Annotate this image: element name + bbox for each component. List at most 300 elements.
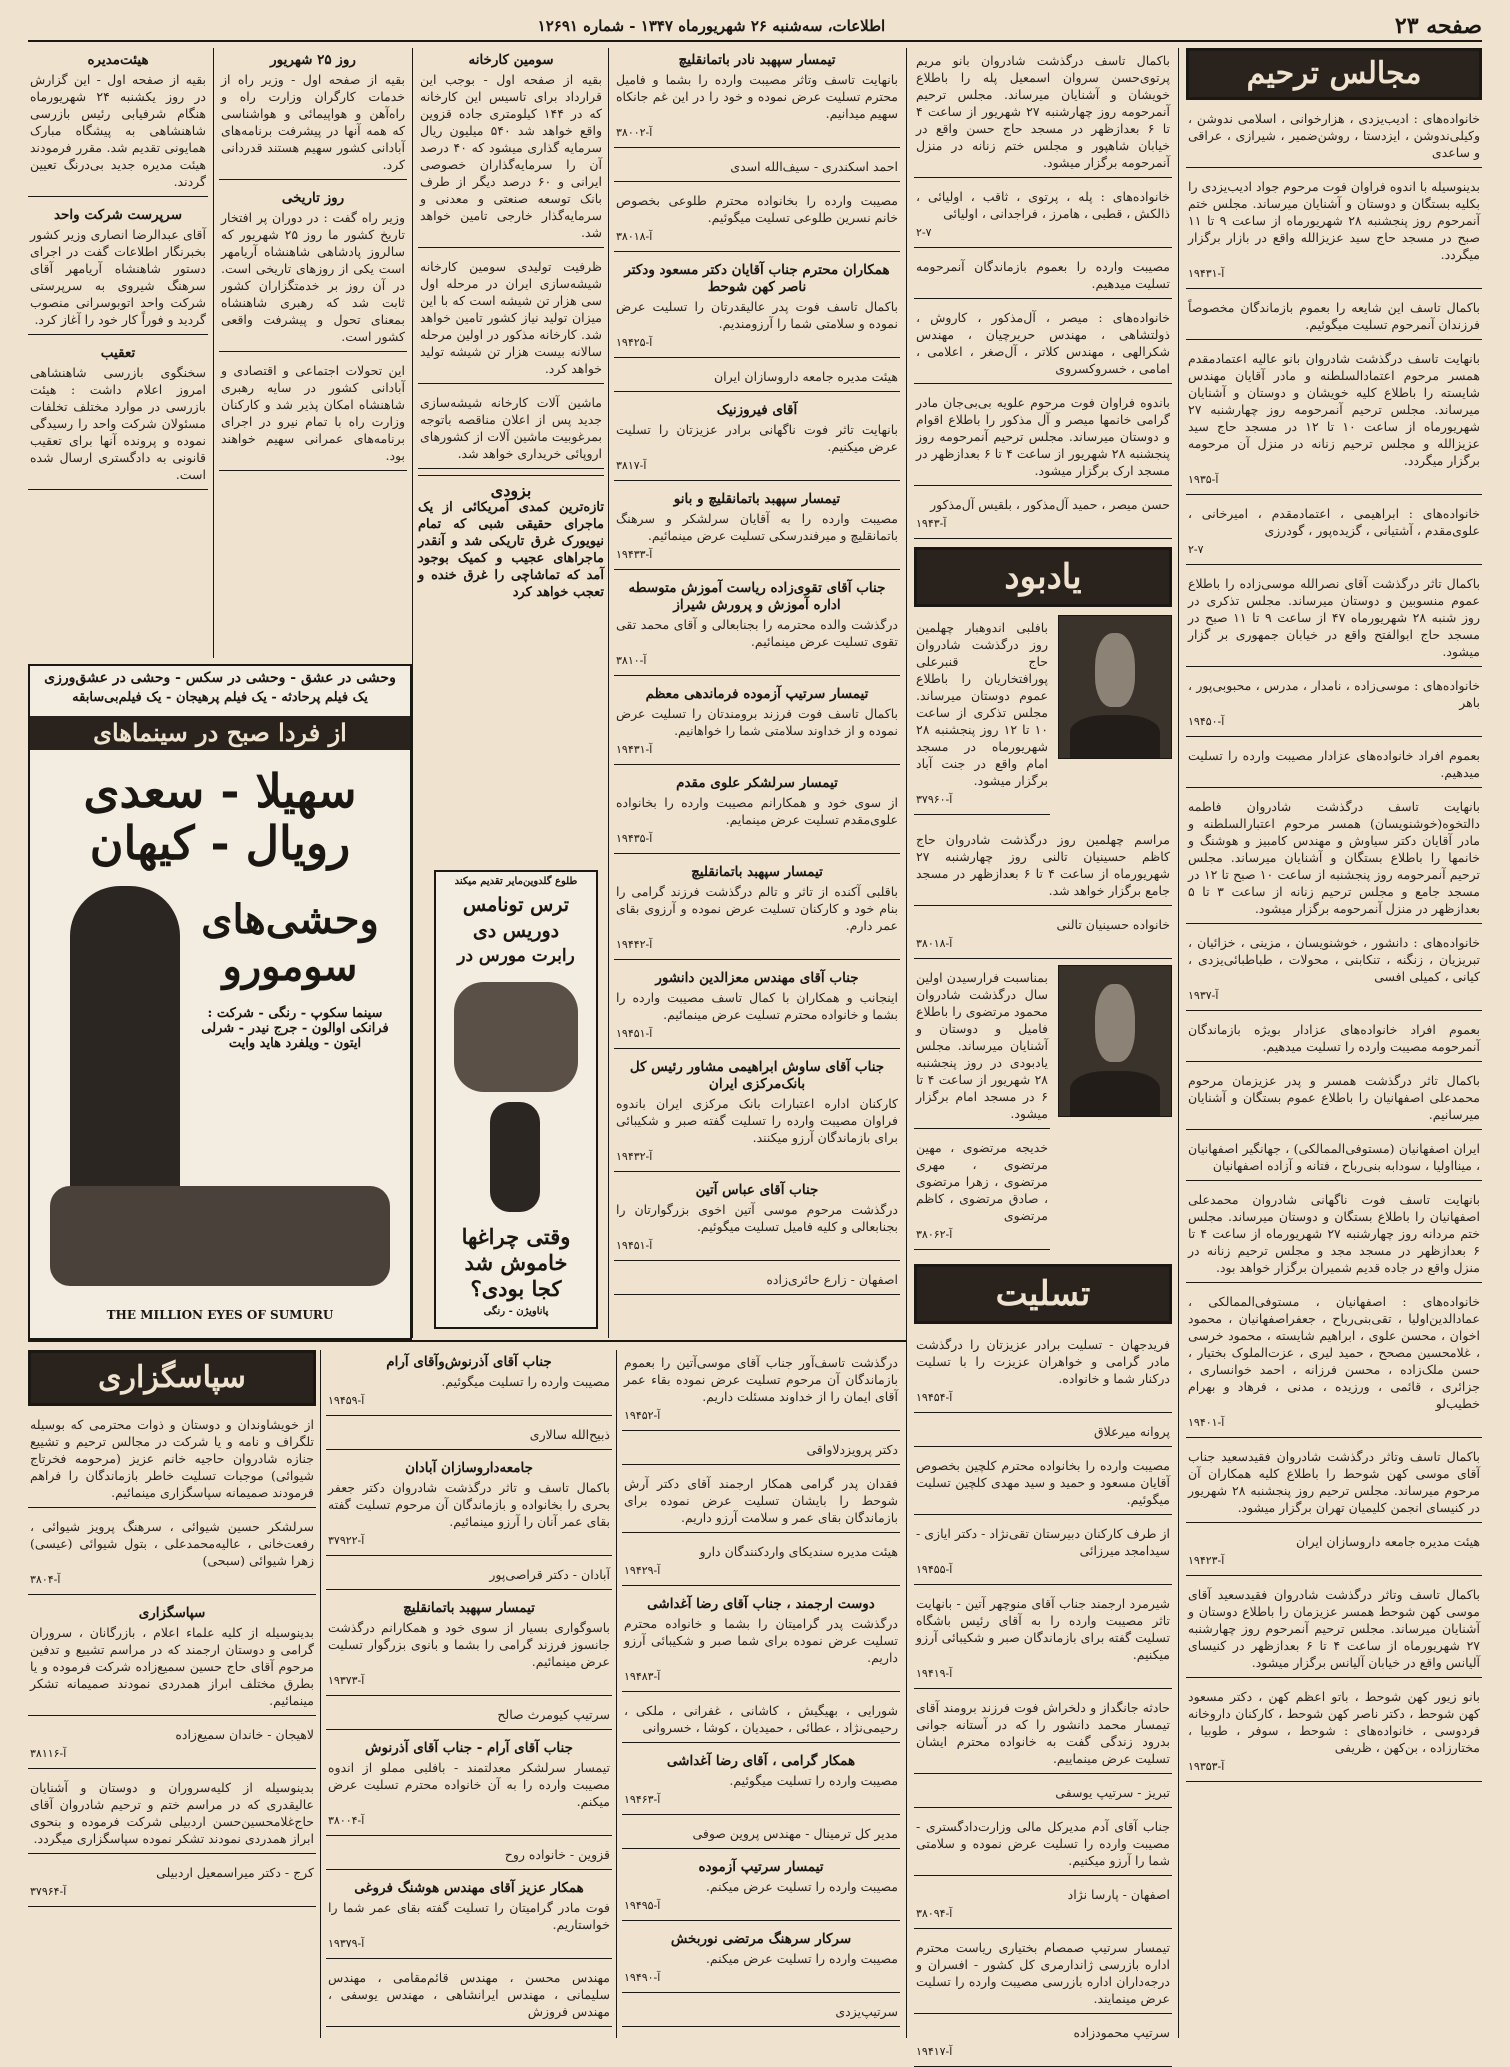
horizontal-rule [28, 1340, 906, 1342]
poster-illustration [490, 1102, 540, 1212]
notice-code: آ-۱۹۴۳۱ [616, 743, 653, 756]
notice-body: باکمال تاسف و تاثر درگذشت شادروان دکتر جعفر بحری را بخانواده و بازماندگان آن مرحوم تسلیت گفته بقای عمر آنان را آرزو مینمائیم. [328, 1480, 610, 1529]
notice-item [914, 1419, 1172, 1447]
notice-item [914, 827, 1172, 906]
notice-code: آ-۱۹۴۴۲ [616, 938, 653, 951]
notice-item [914, 615, 1050, 815]
notice-item [28, 203, 208, 335]
notice-body: مصیبت وارده را بخانواده محترم کلچین بخصوص آقایان مسعود و حمید و سید مهدی کلچین تسلیت میگوئیم. [916, 1458, 1170, 1507]
notice-item [622, 1999, 900, 2027]
notice-body: خانواده‌های : پله ، پرتوی ، ثاقب ، اولیائی ، ذالکش ، قطبی ، هامرز ، فراجدانی ، اولیائی [916, 189, 1170, 221]
notice-code: آ-۱۹۴۳ [916, 517, 947, 530]
notice-item [1186, 794, 1482, 924]
notice-item [1186, 1582, 1482, 1678]
section-banner-yadbood: یادبود [914, 547, 1172, 607]
notice-body: مصیبت وارده را بعموم بازماندگان آنمرحومه تسلیت میدهیم. [916, 259, 1170, 291]
notice-item [622, 1855, 900, 1921]
notice-item [622, 1821, 900, 1849]
notice-item [614, 258, 900, 358]
notices-list [914, 827, 1172, 959]
notice-code: آ-۱۹۴۱۹ [916, 1667, 953, 1680]
notice-body: تیمسار سرتیپ صمصام بختیاری ریاست محترم اداره بازرسی ژاندارمری کل کشور - افسران و درجه‌داران اداره بازرسی مصیبت وارده را تسلیت عرض مینمایند. [916, 1940, 1170, 2006]
notice-title: جناب آقای ساوش ابراهیمی مشاور رئیس کل بانک‌مرکزی ایران [629, 1059, 885, 1092]
notice-body: قزوین - خانواده روح [504, 1847, 610, 1862]
notice-code: آ-۳۸۰۱۸ [616, 230, 653, 243]
comedy-teaser [418, 475, 604, 601]
notice-item [326, 1562, 612, 1590]
notice-body: هیئت مدیره سندیکای واردکنندگان دارو [699, 1544, 898, 1559]
notice-item [418, 48, 604, 248]
article-body [28, 48, 208, 490]
notice-body: باکمال تاسف درگذشت شادروان بانو مریم پرتوی‌حسن سروان اسمعیل پله را باطلاع خویشان و آشنایان میرساند. مجلس ترحیم آنمرحومه روز چهارشنبه ۲۷ شهریور از ساعت ۴ تا ۶ بعدازظهر در مسجد حاج حسن واقع در خیابان شاهپور و مجلس ختم زنانه در منزل آنمرحومه برگزار میشود. [916, 53, 1170, 170]
poster-actor: دوریس دی [472, 920, 560, 942]
notice-item [622, 1437, 900, 1465]
notice-code: آ-۳۷۹۶۰ [916, 793, 953, 806]
poster-theaters: سهیلا - سعدی [83, 764, 357, 818]
notice-body: فقدان پدر گرامی همکار ارجمند آقای دکتر آرش شوحط را بایشان تسلیت عرض نموده برای بازماندگان بقای عمر و سلامت آرزو داریم. [624, 1476, 898, 1525]
notice-item [1186, 501, 1482, 565]
poster-illustration [70, 886, 180, 1216]
notice-body: خانواده‌های : موسی‌زاده ، نامدار ، مدرس ، محبوبی‌پور ، باهر [1188, 678, 1480, 710]
column-sepasgozari [28, 1350, 316, 2038]
notice-body: حادثه جانگداز و دلخراش فوت فرزند برومند آقای تیمسار محمد دانشور را که در آستانه جوانی بدرود زندگی گفت به خانواده محترم ایشان تسلیت عرض مینماییم. [916, 1700, 1170, 1766]
notice-body: ظرفیت تولیدی سومین کارخانه شیشه‌سازی ایران در مرحله اول سی هزار تن شیشه است که با این میزان تولید نیاز کشور تامین خواهد شد. کارخانه مذکور در اولین مرحله سالانه بیست هزار تن شیشه تولید خواهد کرد. [420, 259, 602, 376]
notice-body: آبادان - دکتر قراصی‌پور [489, 1567, 610, 1582]
section-banner-sepasgozari: سپاسگزاری [28, 1350, 316, 1406]
notice-title: همکار گرامی ، آقای رضا آغداشی [666, 1753, 856, 1769]
notice-item [1186, 1444, 1482, 1523]
notice-item [914, 48, 1172, 178]
notice-body: ماشین آلات کارخانه شیشه‌سازی جدید پس از اعلان مناقصه باتوجه بمرغوبیت ماشین آلات از کشورهای اروپائی خریداری خواهد شد. [420, 395, 602, 461]
poster-credit: طلوع گلدوین‌مایر تقدیم میکند [454, 876, 578, 887]
notice-title: روز ۲۵ شهریور [270, 52, 356, 68]
notice-item [1186, 1684, 1482, 1782]
article-body [219, 48, 407, 471]
poster-title: وحشی‌های سومورو [201, 896, 379, 990]
notice-body: تبریز - سرتیپ یوسفی [1055, 1785, 1170, 1800]
notice-item [326, 1876, 612, 1959]
notice-item [1186, 1136, 1482, 1181]
notice-item [326, 1350, 612, 1416]
notice-code: آ-۱۹۴۳۵ [616, 832, 653, 845]
column-majales-tarhim [1186, 48, 1482, 2038]
notice-body: مدیر کل ترمینال - مهندس پروین صوفی [692, 1826, 898, 1841]
notice-body: مصیبت وارده را به آقایان سرلشکر و سرهنگ باتمانقلیچ و میرفندرسکی تسلیت عرض مینمائیم. [616, 511, 898, 543]
notice-item [1186, 930, 1482, 1011]
coming-soon-label: بزودی [490, 481, 532, 500]
notice-body: مراسم چهلمین روز درگذشت شادروان حاج کاظم حسینیان تالنی روز چهارشنبه ۲۷ شهریورماه از ساعت ۴ تا ۶ بعدازظهر در مسجد جامع برگزار خواهد شد. [916, 832, 1171, 898]
notice-code: آ-۳۸۰۰۴ [328, 1814, 365, 1827]
notice-title: دوست ارجمند ، جناب آقای رضا آغداشی [647, 1596, 875, 1612]
article-body [418, 48, 604, 469]
notice-item [1186, 743, 1482, 788]
notice-code: آ-۱۹۴۶۳ [624, 1793, 661, 1806]
notice-title: جامعه‌داروسازان آبادان [405, 1460, 533, 1476]
notice-item [28, 1601, 316, 1716]
notices-list [914, 48, 1172, 539]
poster-actor: ترس تونامس [462, 894, 570, 916]
notice-body: از سوی خود و همکارانم مصیبت وارده را بخانواده علوی‌مقدم تسلیت عرض مینمایم. [616, 795, 898, 827]
poster-cast: سینما سکوپ - رنگی - شرکت : فرانکی اوالون - جرج نیدر - شرلی ایتون - ویلفرد هاید وایت [201, 1006, 389, 1051]
notice-body: خدیجه مرتضوی ، مهین مرتضوی ، مهری مرتضوی ، زهرا مرتضوی ، صادق مرتضوی ، کاظم مرتضوی [916, 1140, 1048, 1223]
notice-code: آ-۱۹۴۲۵ [616, 336, 653, 349]
notice-body: بانهایت تاسف درگذشت شادروان فاطمه دالتخوه(خوشنویسان) همسر مرحوم اعتبارالسلطنه و مادر آقایان دکتر سیاوش و مهندس کامبیز و هوشنگ و خانمها را باطلاع بستگان و آشنایان میرساند. مجلس ترحیم آنمرحومه روز پنجشنبه از ساعت ۱۰ صبح تا ۱۲ در مسجد جامع و مجلس ترحیم زنانه از ساعت ۳ تا ۵ بعدازظهر در منزل آنمرحومه برگزار میشود. [1188, 799, 1480, 916]
notice-item [418, 254, 604, 384]
notice-code: ۲-۷ [1188, 543, 1204, 556]
notice-code: ۲-۷ [916, 226, 932, 239]
notice-body: باکمال تاسف این شایعه را بعموم بازماندگان مخصوصاً فرزندان آنمرحوم تسلیت میگوئیم. [1188, 300, 1480, 332]
column-rule [906, 48, 907, 2038]
notice-item [614, 364, 900, 392]
notice-item [28, 1775, 316, 1854]
notice-item [326, 1965, 612, 2027]
movie-poster-comedy [434, 870, 598, 1329]
notice-title: سرکار سرهنگ مرتضی نوربخش [670, 1931, 852, 1947]
notice-item [914, 912, 1172, 959]
notices-list [614, 48, 900, 1295]
column-rule [1178, 48, 1179, 2038]
notice-item [1186, 1529, 1482, 1576]
notice-body: خانواده‌های : اصفهانیان ، مستوفی‌الممالکی ، عمادالدین‌اولیا ، تقی‌بنی‌رباح ، جعفراصفهانیان ، محمود اخوان ، محسن علوی ، ابراهیم شایسته ، محمود خرسی ، غلامحسین مصحح ، حمید لیری ، عزت‌الملوک بختیار ، حسن ملک‌زاده ، محسن فرزانه ، احمد خوانساری ، جزائری ، قائمی ، ورزیده ، مدنی ، فرهاد و بهرام خطیب‌لو [1188, 1294, 1480, 1411]
notices-list [622, 1350, 900, 2027]
notice-body: شیرمرد ارجمند جناب آقای منوچهر آتین - بانهایت تاثر مصیبت وارده را به آقای رئیس باشگاه تسلیت گفته برای بازماندگان صبر و شکیبائی آرزو میکنیم. [916, 1596, 1170, 1662]
notice-item [914, 965, 1050, 1129]
poster-title: وقتی چراغها [461, 1224, 571, 1249]
notice-body: مصیبت وارده را تسلیت عرض میکنم. [705, 1879, 898, 1894]
notice-code: آ-۱۹۴۵۹ [328, 1394, 365, 1407]
notice-title: جناب آقای عباس آتین [695, 1182, 819, 1198]
notice-code: آ-۳۸۱۰ [616, 654, 647, 667]
notice-title: جناب آقای تقوی‌زاده ریاست آموزش متوسطه اداره آموزش و پرورش شیراز [628, 580, 886, 613]
notice-body: باقلبی آکنده از تاثر و تالم درگذشت فرزند گرامی را بنام خود و کارکنان تسلیت عرض نموده و آرزوی بقای عمر دارم. [616, 884, 898, 933]
notice-code: آ-۱۹۴۵۱ [616, 1239, 653, 1252]
notice-item [914, 254, 1172, 299]
notice-item [914, 305, 1172, 384]
notices-list [1186, 106, 1482, 1782]
poster-tagline: یک فیلم پرحادثه - یک فیلم پرهیجان - یک فیلم‌بی‌سابقه [72, 690, 368, 705]
notice-body: ذبیح‌الله سالاری [529, 1427, 610, 1442]
notice-item [1186, 1068, 1482, 1130]
notice-body: خانواده‌های : دانشور ، خوشنویسان ، مزینی ، خزائیان ، تبریزیان ، زنگنه ، تنکابنی ، محولات ، طباطبائی‌یزدی ، کیانی ، کمیلی افسی [1188, 935, 1480, 984]
column-yadbood-tasliat [914, 48, 1172, 2058]
notice-body: این تحولات اجتماعی و اقتصادی و آبادانی کشور در سایه رهبری شاهنشاه امکان پذیر شد و کارکنان وزارت راه با تمام نیرو در اجرای برنامه‌های عمرانی سهیم خواهند بود. [221, 363, 405, 463]
notice-body: مصیبت وارده را تسلیت میگوئیم. [729, 1773, 898, 1788]
notice-body: باکمال تاسف فوت پدر عالیقدرتان را تسلیت عرض نموده و سلامتی شما را آرزومندیم. [616, 299, 898, 331]
notice-title: سرپرست شرکت واحد [53, 207, 183, 223]
notice-item [326, 1596, 612, 1696]
notice-body: بقیه از صفحه اول - این گزارش در روز یکشنبه ۲۴ شهریورماه هنگام شرفیابی رئیس بازرسی شاهنشاهی به پیشگاه مبارک همایونی تقدیم شد. مقرر فرمودند هیئت مدیره جدید بی‌درنگ تعیین گردند. [30, 72, 206, 189]
notice-body: کرج - دکتر میراسمعیل اردبیلی [156, 1865, 314, 1880]
notice-body: سرتیپ کیومرث صالح [497, 1707, 610, 1722]
notice-code: آ-۳۸۰۴ [30, 1573, 61, 1586]
notice-item [28, 1860, 316, 1907]
page-header [28, 12, 1482, 42]
notice-item [614, 682, 900, 765]
notice-item [614, 188, 900, 252]
notice-title: همکار عزیز آقای مهندس هوشنگ فروغی [354, 1880, 584, 1896]
notice-body: ایران اصفهانیان (مستوفی‌الممالکی) ، جهانگیر اصفهانیان ، مینااولیا ، سودابه بنی‌رباح ، فتانه و آزاده اصفهانیان [1188, 1141, 1480, 1173]
section-banner-majales-tarhim: مجالس ترحیم [1186, 48, 1482, 100]
notice-code: آ-۱۹۴۰۱ [1188, 1416, 1225, 1429]
notice-item [326, 1456, 612, 1556]
yadbood-entry [914, 965, 1172, 1256]
notice-item [1186, 571, 1482, 667]
notice-item [614, 771, 900, 854]
notice-body: سرتیپ‌یزدی [835, 2004, 898, 2019]
notice-item [614, 576, 900, 676]
notice-code: آ-۱۹۴۱۷ [916, 2045, 953, 2058]
notice-body: کارکنان اداره اعتبارات بانک مرکزی ایران باندوه فراوان مصیبت وارده را تسلیت گفته صبر و شکیبائی برای بازماندگان آرزو میکنند. [616, 1096, 898, 1145]
notice-code: آ-۱۹۴۵۴ [916, 1391, 953, 1404]
notice-title: تعقیب [100, 345, 136, 361]
notice-body: اینجانب و همکاران با کمال تاسف مصیبت وارده را بشما و خانواده محترم تسلیت عرض مینمائیم. [616, 990, 898, 1022]
notices-list [28, 1412, 316, 1907]
notice-item [914, 1882, 1172, 1929]
notice-code: آ-۱۹۳۷ [1188, 989, 1219, 1002]
notice-item [1186, 346, 1482, 495]
poster-title: کجا بودی؟ [470, 1276, 562, 1301]
notice-item [219, 186, 407, 352]
column-rule [320, 1350, 321, 2038]
notice-body: بقیه از صفحه اول - بوجب این قرارداد برای تاسیس این کارخانه که در ۱۴۴ کیلومتری جاده قزوین واقع خواهد شد ۵۴۰ میلیون ریال سرمایه گذاری میشود که ۴۰ درصد آن را سرمایه‌گذاران خصوصی ایرانی و ۶۰ درصد دیگر از طرف بانک توسعه صنعتی و معدنی و سرمایه‌گذار خارجی تامین خواهد شد. [420, 72, 602, 240]
notice-title: جناب آقای آرام - جناب آقای آذرنوش [365, 1740, 573, 1756]
poster-illustration [50, 1186, 390, 1286]
notice-body: باکمال تاسف فوت فرزند برومندتان را تسلیت عرض نموده و از خداوند سلامتی شما را خواهانیم. [616, 706, 898, 738]
yadbood-entry [914, 615, 1172, 821]
notice-item [1186, 174, 1482, 289]
notice-item [622, 1471, 900, 1533]
notice-code: آ-۱۹۳۷۳ [328, 1674, 365, 1687]
notice-code: آ-۳۸۱۱۶ [30, 1747, 67, 1760]
notice-item [326, 1842, 612, 1870]
notice-title: تیمسار سرتیپ آزموده [698, 1859, 824, 1875]
notice-item [914, 1521, 1172, 1585]
notice-item [219, 358, 407, 471]
notice-item [1186, 673, 1482, 737]
notice-title: هیئت‌مدیره [87, 52, 149, 68]
notice-code: آ-۳۸۰۶۲ [916, 1228, 953, 1241]
notice-item [622, 1350, 900, 1431]
notice-body: بدینوسیله از کلیه‌سروران و دوستان و آشنایان عالیقدری که در مراسم ختم و ترحیم شادروان آقای حاج‌غلامحسین‌حسن اردبیلی شرکت فرموده و بنحوی ابراز همدردی نمودند تشکر نموده سپاسگزاری میگردد. [30, 1780, 314, 1846]
notice-body: فوت مادر گرامیتان را تسلیت گفته بقای عمر شما را خواستاریم. [328, 1900, 610, 1932]
column-rule [213, 48, 214, 658]
notice-item [219, 48, 407, 180]
notice-code: آ-۱۹۳۵۳ [1188, 1760, 1225, 1773]
notice-item [326, 1736, 612, 1836]
notice-body: باکمال تاثر درگذشت آقای نصرالله موسی‌زاده را باطلاع عموم منسوبین و دوستان میرساند. مجلس تذکری در روز شنبه ۲۸ شهریورماه ۴۷ از ساعت ۹ تا ۱۱ صبح در مسجد حاج ابوالفتح واقع در خیابان جمهوری بر گزار میشود. [1188, 576, 1480, 659]
notice-item [622, 1592, 900, 1692]
notice-body: خانواده‌های : ابراهیمی ، اعتمادمقدم ، امیرخانی ، علوی‌مقدم ، آشتیانی ، گزیده‌پور ، گودرزی [1188, 506, 1480, 538]
notice-body: بمناسبت فرارسیدن اولین سال درگذشت شادروان محمود مرتضوی را باطلاع فامیل و دوستان و آشنایان میرساند. مجلس یادبودی در روز پنجشنبه ۲۸ شهریور از ساعت ۴ تا ۶ در مسجد امام برگزار میشود. [916, 970, 1048, 1121]
notice-body: باسوگواری بسیار از سوی خود و همکارانم درگذشت جانسوز فرزند گرامی را بشما و بانوی بزرگوار تسلیت عرض مینمائیم. [328, 1620, 610, 1669]
notice-code: آ-۳۸۰۰۲ [616, 126, 653, 139]
notice-item [914, 492, 1172, 539]
notice-item [614, 966, 900, 1049]
notice-body: تیمسار سرلشکر معدلتمند - بافلبی مملو از اندوه مصیبت وارده را به آن خانواده محترم تسلیت عرض میکنم. [328, 1760, 610, 1809]
notice-title: سومین کارخانه [468, 52, 554, 68]
notice-item [622, 1698, 900, 1743]
notice-item [914, 1591, 1172, 1689]
poster-actor: رابرت مورس در [457, 946, 575, 966]
notice-code: آ-۱۹۴۳۳ [616, 548, 653, 561]
notice-item [914, 390, 1172, 486]
movie-poster-sumuru [28, 664, 412, 1340]
column-news-board [28, 48, 208, 658]
notice-body: شورایی ، بهیگیش ، کاشانی ، غفرانی ، ملکی ، رحیمی‌نژاد ، عطائی ، حمیدیان ، کوشا ، خسروانی [624, 1703, 898, 1735]
notice-body: باکمال تاسف وتاثر درگذشت شادروان فقیدسعید جناب آقای موسی کهن شوحط را باطلاع کلیه همکاران آن مرحوم میرساند. مجلس ترحیم روز پنجشنبه ۲۸ شهریور در کنیسای انجمن کلیمیان تهران برگزار میشود. [1188, 1449, 1480, 1515]
notice-body: سخنگوی بازرسی شاهنشاهی امروز اعلام داشت : هیئت بازرسی در موارد مختلف تخلفات مسئولان شرکت واحد را رسیدگی نموده و پرونده آنها برای تعقیب قانونی به دادگستری ارسال شده است. [30, 365, 206, 482]
notice-item [622, 1539, 900, 1586]
notice-item [614, 487, 900, 570]
notice-item [622, 1927, 900, 1993]
notice-code: آ-۱۹۴۲۳ [1188, 1554, 1225, 1567]
notice-code: آ-۱۹۳۵ [1188, 473, 1219, 486]
notice-item [326, 1422, 612, 1450]
notice-title: همکاران محترم جناب آقایان دکتر مسعود ودکتر ناصر کهن شوحط [624, 262, 890, 295]
portrait-photo [1058, 965, 1172, 1117]
notice-item [1186, 1289, 1482, 1438]
notice-body: بعموم افراد خانواده‌های عزادار مصیبت وارده را تسلیت میدهیم. [1188, 748, 1480, 780]
notice-body: حسن میصر ، حمید آل‌مذکور ، بلقیس آل‌مذکور [930, 497, 1170, 512]
column-condolences-a [614, 48, 900, 1332]
notice-code: آ-۱۹۴۵۵ [916, 1563, 953, 1576]
notice-body: آقای عبدالرضا انصاری وزیر کشور بخبرنگار اطلاعات گفت در اجرای دستور شاهنشاه آریامهر آقای سرهنگ شیروی به سرپرستی شرکت واحد اتوبوسرانی منصوب گردید و فوراً کار خود را آغاز کرد. [30, 227, 206, 327]
column-condolences-c [622, 1350, 900, 2038]
notice-body: درگذشت تاسف‌آور جناب آقای موسی‌آتین را بعموم بازماندگان آن مرحوم تسلیت عرض نموده بقاء عمر آقای ایمان را از خداوند مسئلت داریم. [624, 1355, 898, 1404]
notices-list [914, 615, 1050, 821]
notice-body: بانهایت تاثر فوت ناگهانی برادر عزیزتان را تسلیت عرض میکنیم. [616, 422, 898, 454]
notice-body: هیئت مدیره جامعه داروسازان ایران [1295, 1534, 1480, 1549]
notice-item [28, 48, 208, 197]
notice-code: آ-۳۷۹۲۲ [328, 1534, 365, 1547]
notice-code: آ-۱۹۴۹۰ [624, 1971, 661, 1984]
notice-item [1186, 295, 1482, 340]
notice-body: درگذشت مرحوم موسی آتین اخوی بزرگوارتان را بجنابعالی و کلیه فامیل تسلیت میگوئیم. [616, 1202, 898, 1234]
notice-body: وزیر راه گفت : در دوران پر افتخار تاریخ کشور ما روز ۲۵ شهریور که سالروز پادشاهی شاهنشاه آریامهر است یکی از روزهای تاریخی است. در آن روز بر خدمتگزاران کشور ثابت شد که رهبری شاهنشاه بمعنای تحول و پیشرفت واقعی کشور است. [221, 210, 405, 344]
notice-code: آ-۱۹۴۹۵ [624, 1899, 661, 1912]
notice-body: خانواده‌های : ادیب‌یزدی ، هزارخوانی ، اسلامی ندوشن ، وکیلی‌ندوشن ، ایزدستا ، روشن‌ضمیر ، شیرازی ، عراقی و ساعدی [1188, 111, 1480, 160]
notice-body: بانهایت تاسف درگذشت شادروان بانو عالیه اعتمادمقدم همسر مرحوم اعتمادالسلطنه و مادر آقایان مهندس شایسته را باطلاع کلیه خویشان و دوستان و آشنایان میرساند. مجلس ترحیم آنمرحومه روز چهارشنبه ۲۷ شهریورماه از ساعت ۱۰ تا ۱۲ در مسجد حاج سید عزیزالله و مجلس ترحیم زنانه در منزل آن مرحومه برگزار میگردد. [1188, 351, 1480, 468]
notice-item [28, 1412, 316, 1508]
notice-body: بانو زیور کهن شوحط ، باتو اعظم کهن ، دکتر مسعود کهن شوحط ، دکتر ناصر کهن شوحط ، کارکنان داروخانه فردوسی ، خانواده‌های : شوحط ، سوفر ، طوبیا ، مختارزاده ، بن‌کهن ، ظریفی [1188, 1689, 1480, 1755]
notice-item [614, 1267, 900, 1295]
column-news-25-shahrivar [219, 48, 407, 658]
notice-code: آ-۳۸۰۱۸ [916, 937, 953, 950]
column-rule [616, 1350, 617, 2038]
notice-title: تیمسار سپهبد باتمانقلیچ [691, 864, 823, 880]
poster-illustration [454, 982, 578, 1092]
notice-item [1186, 106, 1482, 168]
notice-code: آ-۱۹۴۵۲ [624, 1409, 661, 1422]
notice-body: مصیبت وارده را تسلیت میگوئیم. [441, 1374, 610, 1389]
notice-title: روز تاریخی [281, 190, 345, 206]
notice-code: آ-۱۹۴۸۳ [624, 1670, 661, 1683]
notices-list [914, 1332, 1172, 2067]
notice-item [614, 1178, 900, 1261]
notice-item [914, 1780, 1172, 1808]
notice-code: آ-۱۹۴۵۰ [1188, 715, 1225, 728]
notice-body: اصفهان - پارسا نژاد [1067, 1887, 1170, 1902]
notice-body: دکتر پرویزدلاواقی [806, 1442, 898, 1457]
notice-body: بدینوسیله با اندوه فراوان فوت مرحوم جواد ادیب‌یزدی را بکلیه بستگان و دوستان و آشنایان میرساند. مجلس ختم آنمرحوم روز پنجشنبه ۲۸ شهریورماه از ساعت ۹ تا ۱۱ صبح در مسجد حاج سید عزیزالله واقع در بازار برگزار میگردد. [1187, 179, 1481, 262]
notice-body: جناب آقای آدم مدیرکل مالی وزارت‌دادگستری - مصیبت وارده را تسلیت عرض نموده و سلامتی شما را آرزو میکنیم. [916, 1819, 1170, 1868]
poster-english-title: THE MILLION EYES OF SUMURU [106, 1308, 334, 1322]
notice-body: مصیبت وارده را بخانواده محترم طلوعی بخصوص خانم نسرین طلوعی تسلیت میگوئیم. [616, 193, 898, 225]
notice-item [914, 1453, 1172, 1515]
masthead: اطلاعات، سه‌شنبه ۲۶ شهریورماه ۱۳۴۷ - شماره ۱۲۶۹۱ [537, 17, 886, 35]
notice-body: بانهایت تاسف فوت ناگهانی شادروان محمدعلی اصفهانیان را باطلاع بستگان و دوستان میرساند. مجلس ختم مردانه روز چهارشنبه ۲۷ شهریورماه از ساعت ۴ تا ۶ بعدازظهر در مسجد مجد و مجلس ترحیم زنانه در منزل واقع در جاده قدیم شمیران برگزار خواهد بود. [1188, 1192, 1481, 1275]
notice-item [28, 341, 208, 490]
notice-body: باکمال تاثر درگذشت همسر و پدر عزیزمان مرحوم محمدعلی اصفهانیان را باطلاع عموم بستگان و آشنایان میرسانیم. [1188, 1073, 1480, 1122]
notice-body: هیئت مدیره جامعه داروسازان ایران [713, 369, 898, 384]
notice-body: بانهایت تاسف وتاثر مصیبت وارده را بشما و فامیل محترم تسلیت عرض نموده و خود را در این غم جانکاه سهیم میدانیم. [616, 72, 898, 121]
notice-body: باکمال تاسف وتاثر درگذشت شادروان فقیدسعید آقای موسی کهن شوحط همسر عزیزمان را باطلاع دوستان و آشنایان میرساند. مجلس ترحیم آنمرحوم روز چهارشنبه ۲۷ شهریورماه از ساعت ۴ تا ۶ بعدازظهر در کنیسای آلیانس واقع در خیابان آلیانس برگزار میشود. [1188, 1587, 1481, 1670]
notice-body: بافلبی اندوهبار چهلمین روز درگذشت شادروان حاج قنبرعلی پورافتخاریان را باطلاع عموم دوستان میرساند. مجلس تذکری از ساعت ۱۰ تا ۱۲ روز پنجشنبه ۲۸ شهریورماه در مسجد امام واقع در جنت آباد برگزار میشود. [916, 620, 1048, 788]
poster-theaters: رویال - کیهان [89, 816, 351, 870]
notice-title: تیمسار سپهبد باتمانقلیچ و بانو [673, 491, 841, 507]
notice-body: لاهیجان - خاندان سمیع‌زاده [175, 1727, 314, 1742]
notice-body: بدینوسیله از کلیه علماء اعلام ، بازرگانان ، سروران گرامی و دوستان ارجمند که در مراسم تشییع و تدفین مرحوم آقای حاج حسین سمیع‌زاده شرکت فرموده و یا بطرق مختلف ابراز همدردی نمودند صمیمانه تشکر مینمائیم. [30, 1625, 314, 1708]
notice-title: سپاسگزاری [138, 1605, 206, 1621]
notices-list [914, 965, 1050, 1256]
poster-footer: پاناویژن - رنگی [483, 1306, 549, 1317]
portrait-photo [1058, 615, 1172, 759]
section-banner-tasliat: تسلیت [914, 1264, 1172, 1324]
notice-body: احمد اسکندری - سیف‌الله اسدی [730, 159, 898, 174]
notice-title: تیمسار سرلشکر علوی مقدم [676, 775, 838, 791]
poster-release-banner: از فردا صبح در سینماهای [30, 716, 410, 750]
notice-body: اصفهان - زارع حائری‌زاده [766, 1272, 898, 1287]
notice-item [914, 184, 1172, 248]
notice-title: جناب آقای مهندس معزالدین دانشور [655, 970, 859, 986]
notices-list [326, 1350, 612, 2027]
notice-body: پروانه میرعلاق [1093, 1424, 1170, 1439]
column-rule [608, 48, 609, 1338]
notice-item [28, 1722, 316, 1769]
notice-code: آ-۳۷۹۶۴ [30, 1885, 67, 1898]
notice-body: سرلشکر حسین شیوائی ، سرهنگ پرویز شیوائی ، رفعت‌خانی ، عالیه‌محمدعلی ، بتول شیوائی (عیسی) زهرا شیوائی (سبحی) [30, 1519, 314, 1568]
notice-code: آ-۱۹۴۵۱ [616, 1027, 653, 1040]
notice-code: آ-۱۹۴۳۲ [616, 1150, 653, 1163]
notice-body: فریدجهان - تسلیت برادر عزیزتان را درگذشت مادر گرامی و خواهران عزیزت را با تسلیت درکنار شما و خانواده. [916, 1337, 1170, 1386]
notice-body: مصیبت وارده را تسلیت عرض میکنم. [705, 1951, 898, 1966]
notice-body: درگذشت والده محترمه را بجنابعالی و آقای محمد تقی تقوی تسلیت عرض مینمائیم. [616, 617, 898, 649]
notice-title: تیمسار سرتیپ آزموده فرماندهی معظم [645, 686, 869, 702]
notice-item [622, 1749, 900, 1815]
notice-body: مهندس محسن ، مهندس قائم‌مقامی ، مهندس سلیمانی ، مهندس ایرانشاهی ، مهندس یوسفی ، مهندس فروزش [328, 1970, 610, 2019]
notice-body: از خویشاوندان و دوستان و ذوات محترمی که بوسیله تلگراف و نامه و یا شرکت در مجالس ترحیم و تشییع جنازه شادروان حاجیه خانم عزیز (مرحومه فخرتاج شیوائی) موجبات تسلیت خاطر بازماندگان را فراهم فرمودند صمیمانه سپاسگزاری مینمائیم. [30, 1417, 314, 1500]
notice-item [914, 1814, 1172, 1876]
notice-title: جناب آقای آذرنوش‌وآقای آرام [386, 1354, 552, 1370]
notice-body: از طرف کارکنان دبیرستان تقی‌نژاد - دکتر ایازی - سیدامجد میرزائی [916, 1526, 1170, 1558]
notice-body: سرتیپ محمودزاده [1073, 2025, 1170, 2040]
notice-code: آ-۱۹۴۳۱ [1188, 267, 1225, 280]
notice-body: باندوه فراوان فوت مرحوم علویه بی‌بی‌جان مادر گرامی خانمها میصر و آل مذکور را باطلاع اقوام و دوستان میرساند. مجلس ترحیم آنمرحومه روز پنجشنبه ۲۸ شهریور از ساعت ۴ تا ۶ بعدازظهر در مسجد ارک برگزار میشود. [916, 395, 1170, 478]
notice-code: آ-۱۹۴۲۹ [624, 1564, 661, 1577]
notice-title: آقای فیروزنیک [716, 402, 798, 418]
notice-code: آ-۱۹۳۷۹ [328, 1937, 365, 1950]
notice-body: خانواده حسینیان تالنی [1056, 917, 1170, 932]
poster-tagline: وحشی در عشق - وحشی در سکس - وحشی در عشق‌ورزی [44, 670, 396, 686]
notice-item [614, 48, 900, 148]
notice-title: تیمسار سپهبد نادر باتمانقلیچ [678, 52, 836, 68]
notice-item [614, 398, 900, 481]
notice-item [914, 1695, 1172, 1774]
notice-body: بقیه از صفحه اول - وزیر راه از خدمات کارگران وزارت راه و راه‌آهن و هواپیمائی و هواشناسی که همه آنها در پیشرفت برنامه‌های آبادانی کشور سهیم هستند قدردانی کرد. [221, 72, 405, 172]
notice-item [326, 1702, 612, 1730]
notice-item [914, 1135, 1050, 1250]
notice-item [1186, 1187, 1482, 1283]
